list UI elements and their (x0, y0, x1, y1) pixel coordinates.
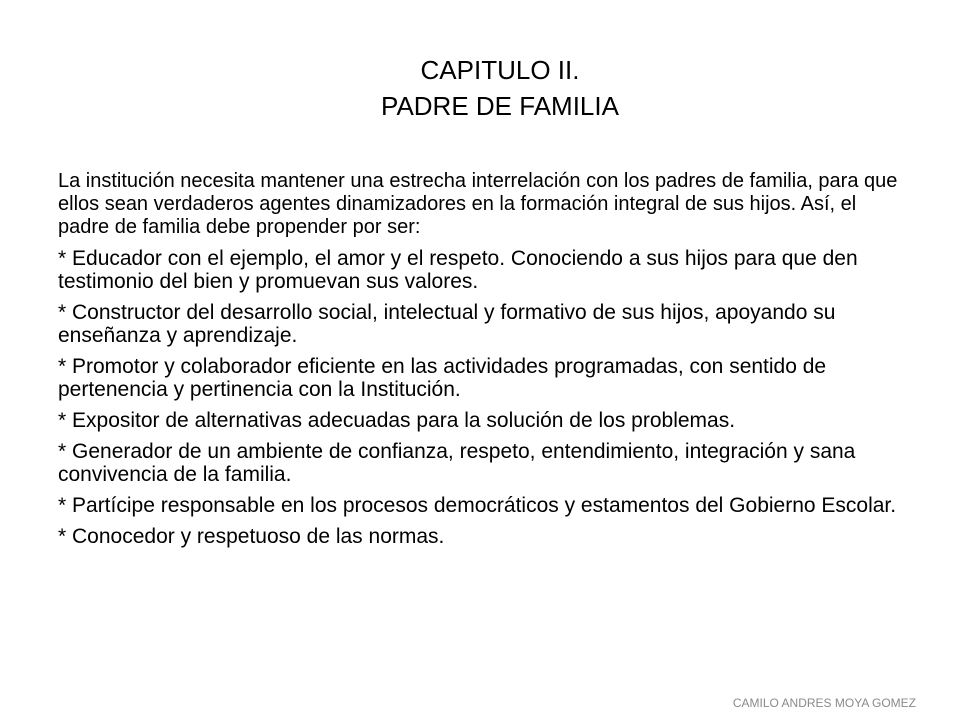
bullet-item: * Conocedor y respetuoso de las normas. (58, 525, 445, 548)
bullet-item: * Partícipe responsable en los procesos democráticos y estamentos del Gobierno Escolar. (58, 494, 897, 517)
bullet-item: * Generador de un ambiente de confianza, respeto, entendimiento, integración y sana convivencia de la familia. (58, 440, 856, 486)
footer-author: CAMILO ANDRES MOYA GOMEZ (732, 696, 916, 710)
bullet-item: * Promotor y colaborador eficiente en las actividades programadas, con sentido de pertenencia y pertinencia con la Institución. (58, 355, 827, 401)
bullet-item: * Educador con el ejemplo, el amor y el respeto. Conociendo a sus hijos para que den testimonio del bien y promuevan sus valores. (58, 247, 858, 293)
bullet-item: * Constructor del desarrollo social, intelectual y formativo de sus hijos, apoyando su enseñanza y aprendizaje. (58, 301, 836, 347)
intro-paragraph: La institución necesita mantener una estrecha interrelación con los padres de familia, para que ellos sean verdaderos agentes dinamizadores en la formación integral de sus hijos. Así, el padre de familia debe propender por ser: (58, 170, 898, 238)
slide-body (58, 170, 908, 556)
title-chapter: CAPITULO II. (420, 55, 580, 85)
title-subject: PADRE DE FAMILIA (381, 91, 619, 121)
bullet-item: * Expositor de alternativas adecuadas para la solución de los problemas. (58, 409, 736, 432)
slide-title (100, 52, 900, 124)
